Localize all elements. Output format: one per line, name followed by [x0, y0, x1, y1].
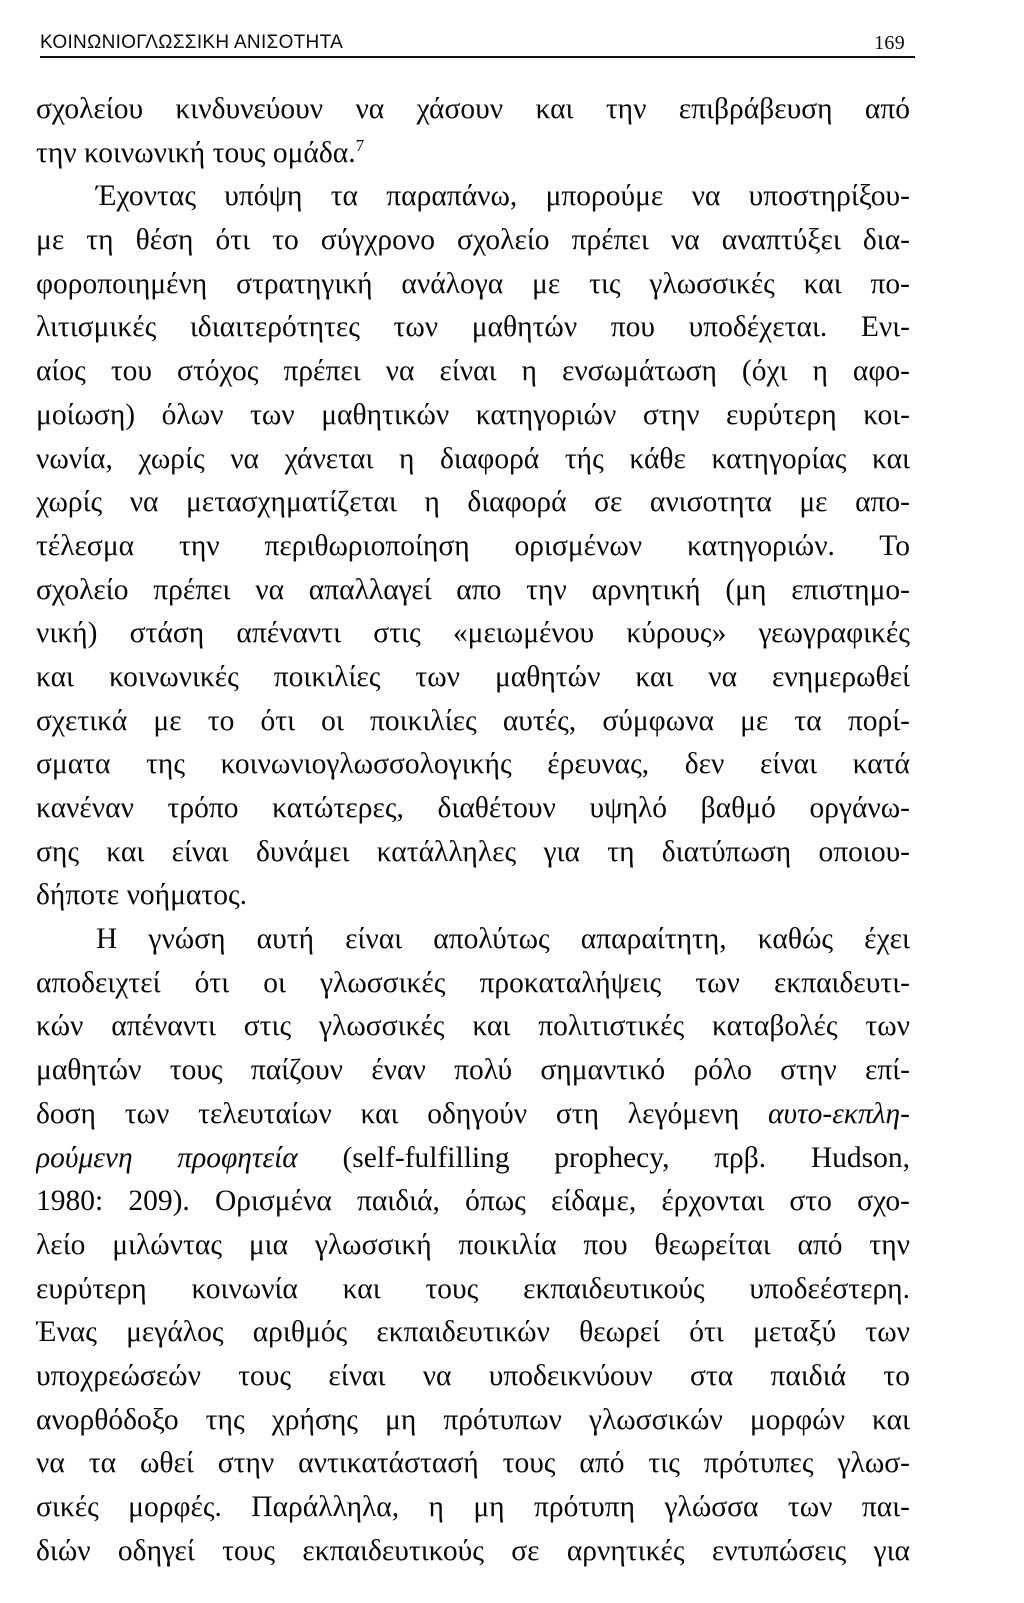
text-line: να τα ωθεί στην αντικατάστασή τους από τις πρότυπες γλωσ-: [36, 1447, 910, 1480]
text-line: [36, 1137, 910, 1181]
text-line: αποδειχτεί ότι οι γλωσσικές προκαταλήψεις των εκπαιδευτι-: [36, 966, 910, 999]
body-text: [36, 88, 910, 1573]
running-header: [40, 30, 915, 58]
line-text: δοση των τελευταίων και οδηγούν στη λεγόμενη: [36, 1097, 769, 1130]
text-line: 1980: 209). Ορισμένα παιδιά, όπως είδαμε, έρχονται στο σχο-: [36, 1185, 910, 1218]
line-text: την κοινωνική τους ομάδα.: [36, 136, 356, 169]
text-line: αίος του στόχος πρέπει να είναι η ενσωμάτωση (όχι η αφο-: [36, 355, 910, 388]
text-line: νωνία, χωρίς να χάνεται η διαφορά τής κάθε κατηγορίας και: [36, 442, 910, 475]
text-line: διών οδηγεί τους εκπαιδευτικούς σε αρνητικές εντυπώσεις για: [36, 1534, 910, 1567]
line-text: (self-fulfilling prophecy, πρβ. Hudson,: [297, 1141, 910, 1174]
paragraph: [36, 88, 910, 175]
text-line: μοίωση) όλων των μαθητικών κατηγοριών στην ευρύτερη κοι-: [36, 398, 910, 431]
text-line: Η γνώση αυτή είναι απολύτως απαραίτητη, καθώς έχει: [96, 923, 910, 956]
text-line: και κοινωνικές ποικιλίες των μαθητών και να ενημερωθεί: [36, 660, 910, 693]
text-line: σχολείο πρέπει να απαλλαγεί απο την αρνητική (μη επιστημο-: [36, 573, 910, 606]
page-number: 169: [874, 32, 905, 54]
text-line: σης και είναι δυνάμει κατάλληλες για τη διατύπωση οποιου-: [36, 835, 910, 868]
text-line: ανορθόδοξο της χρήσης μη πρότυπων γλωσσικών μορφών και: [36, 1403, 910, 1436]
text-line: Έχοντας υπόψη τα παραπάνω, μπορούμε να υποστηρίξου-: [96, 180, 910, 213]
text-line: [36, 1093, 910, 1137]
running-head-title: ΚΟΙΝΩΝΙΟΓΛΩΣΣΙΚΗ ΑΝΙΣΟΤΗΤΑ: [40, 32, 344, 53]
text-line: λείο μιλώντας μια γλωσσική ποικιλία που θεωρείται από την: [36, 1228, 910, 1261]
text-line: νική) στάση απέναντι στις «μειωμένου κύρους» γεωγραφικές: [36, 617, 910, 650]
text-line: φοροποιημένη στρατηγική ανάλογα με τις γλωσσικές και πο-: [36, 267, 910, 300]
paragraph: [36, 918, 910, 1573]
text-line: με τη θέση ότι το σύγχρονο σχολείο πρέπει να αναπτύξει δια-: [36, 224, 910, 257]
text-line: κανέναν τρόπο κατώτερες, διαθέτουν υψηλό βαθμό οργάνω-: [36, 792, 910, 824]
text-line: δήποτε νοήματος.: [36, 879, 248, 912]
text-line: σματα της κοινωνιογλωσσολογικής έρευνας, δεν είναι κατά: [36, 748, 910, 781]
text-line: σχολείου κινδυνεύουν να χάσουν και την επιβράβευση από: [36, 93, 910, 125]
text-line: τέλεσμα την περιθωριοποίηση ορισμένων κατηγοριών. Το: [36, 529, 910, 562]
text-line: χωρίς να μετασχηματίζεται η διαφορά σε ανισοτητα με απο-: [36, 486, 910, 519]
italic-term: αυτο-εκπλη-: [768, 1097, 910, 1130]
paragraph: [36, 175, 910, 918]
footnote-marker: 7: [355, 135, 365, 155]
text-line: σχετικά με το ότι οι ποικιλίες αυτές, σύμφωνα με τα πορί-: [36, 704, 910, 737]
text-line: ευρύτερη κοινωνία και τους εκπαιδευτικούς υποδεέστερη.: [36, 1272, 910, 1305]
text-line: [36, 132, 910, 176]
text-line: κών απέναντι στις γλωσσικές και πολιτιστικές καταβολές των: [36, 1010, 910, 1043]
italic-term: ρούμενη προφητεία: [36, 1141, 298, 1174]
text-line: Ένας μεγάλος αριθμός εκπαιδευτικών θεωρεί ότι μεταξύ των: [36, 1316, 910, 1349]
text-line: σικές μορφές. Παράλληλα, η μη πρότυπη γλώσσα των παι-: [36, 1491, 910, 1523]
text-line: υποχρεώσεών τους είναι να υποδεικνύουν στα παιδιά το: [36, 1359, 910, 1392]
text-line: λιτισμικές ιδιαιτερότητες των μαθητών που υποδέχεται. Ενι-: [36, 311, 910, 344]
text-line: μαθητών τους παίζουν έναν πολύ σημαντικό ρόλο στην επί-: [36, 1054, 910, 1087]
